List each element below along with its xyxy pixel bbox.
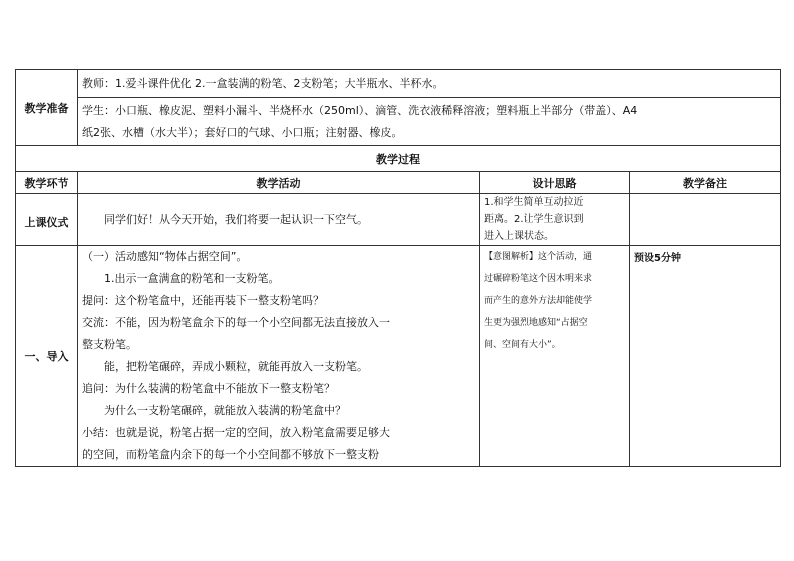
design-line: 过碾碎粉笔这个因木明来求 <box>484 274 593 284</box>
design-opening-line-2: 距离。2.让学生意识到 <box>484 214 584 225</box>
notes-introduction: 预设5分钟 <box>630 246 781 467</box>
header-design: 设计思路 <box>480 172 630 194</box>
prep-teacher-text: 教师：1.爱斗课件优化 2.一盒装满的粉笔、2支粉笔；大半瓶水、半杯水。 <box>78 70 781 98</box>
activity-opening: 同学们好！从今天开始，我们将要一起认识一下空气。 <box>78 194 480 246</box>
design-opening-line-3: 进入上课状态。 <box>484 231 554 242</box>
design-opening <box>480 194 630 246</box>
row-introduction <box>16 246 781 467</box>
activity-line: 小结：也就是说，粉笔占据一定的空间，放入粉笔盒需要足够大 <box>82 426 390 439</box>
design-line: 而产生的意外方法却能使学 <box>484 296 593 306</box>
design-line: 生更为强烈地感知“占据空 <box>484 318 588 328</box>
prep-label: 教学准备 <box>16 70 78 146</box>
row-opening-ceremony <box>16 194 781 246</box>
design-introduction <box>480 246 630 467</box>
activity-line: 的空间，而粉笔盒内余下的每一个小空间都不够放下一整支粉 <box>82 448 379 461</box>
prep-teacher-row <box>16 70 781 98</box>
prep-student-text <box>78 98 781 146</box>
process-title-row <box>16 146 781 172</box>
activity-line: 交流：不能，因为粉笔盒余下的每一个小空间都无法直接放入一 <box>82 316 390 329</box>
header-row <box>16 172 781 194</box>
activity-line: 1.出示一盒满盒的粉笔和一支粉笔。 <box>104 272 280 285</box>
stage-introduction: 一、导入 <box>16 246 78 467</box>
activity-line: 提问：这个粉笔盒中，还能再装下一整支粉笔吗？ <box>82 294 324 307</box>
activity-line: 整支粉笔。 <box>82 338 137 351</box>
activity-line: 能，把粉笔碾碎，弄成小颗粒，就能再放入一支粉笔。 <box>104 360 368 373</box>
notes-opening <box>630 194 781 246</box>
prep-student-row <box>16 98 781 146</box>
header-stage: 教学环节 <box>16 172 78 194</box>
stage-opening: 上课仪式 <box>16 194 78 246</box>
header-activity: 教学活动 <box>78 172 480 194</box>
lesson-plan-table <box>15 69 781 467</box>
process-title: 教学过程 <box>16 146 781 172</box>
prep-student-line-1: 学生：小口瓶、橡皮泥、塑料小漏斗、半烧杯水（250ml）、滴管、洗衣液稀释溶液；塑料瓶上半部分（带盖）、A4 <box>82 103 638 117</box>
activity-line: 为什么一支粉笔碾碎，就能放入装满的粉笔盒中？ <box>104 404 346 417</box>
design-opening-line-1: 1.和学生简单互动拉近 <box>484 197 584 208</box>
activity-line: （一）活动感知“物体占据空间”。 <box>82 250 248 263</box>
activity-line: 追问：为什么装满的粉笔盒中不能放下一整支粉笔？ <box>82 382 335 395</box>
prep-student-line-2: 纸2张、水槽（水大半）；套好口的气球、小口瓶；注射器、橡皮。 <box>82 125 403 139</box>
header-notes: 教学备注 <box>630 172 781 194</box>
design-line: 间、空间有大小”。 <box>484 340 561 350</box>
design-line: 【意图解析】这个活动，通 <box>484 252 593 262</box>
activity-introduction <box>78 246 480 467</box>
